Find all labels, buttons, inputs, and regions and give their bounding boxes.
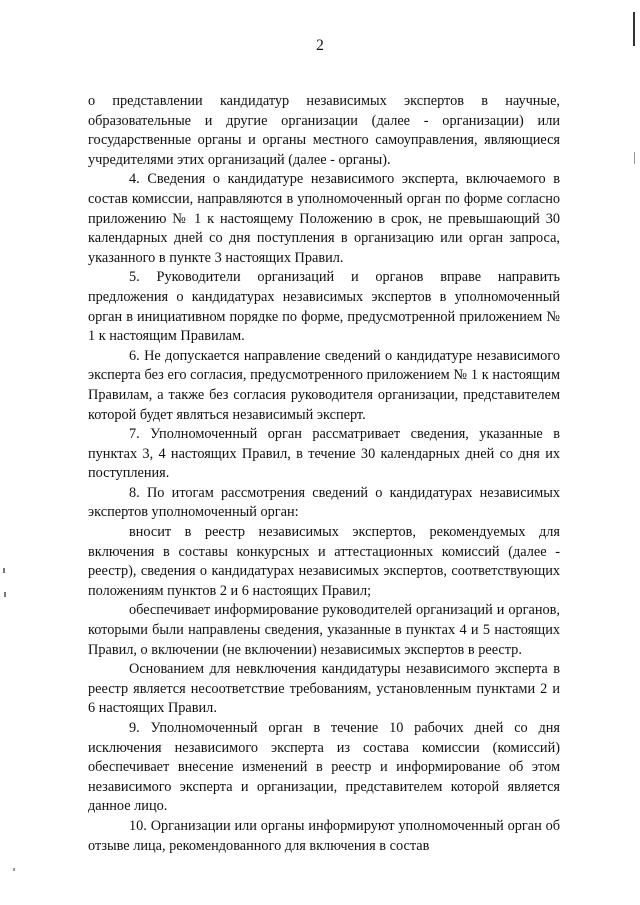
scan-artifact-bottom-left [13, 868, 15, 871]
paragraph-continuation: о представлении кандидатур независимых экспертов в научные, образовательные и другие организации (далее - организации) или государственные органы и органы местного самоуправления, являющиеся учредителями этих организаций (далее - органы). [88, 93, 560, 168]
paragraph-item-10: 10. Организации или органы информируют уполномоченный орган об отзыве лица, рекомендованного для включения в состав [88, 817, 560, 854]
paragraph-item-5: 5. Руководители организаций и органов вправе направить предложения о кандидатурах независимых экспертов в уполномоченный орган в инициативном порядке по форме, предусмотренной приложением № 1 к настоящим Правилам. [88, 269, 560, 345]
paragraph-item-8-sub-2: обеспечивает информирование руководителей организаций и органов, которыми были направлены сведения, указанные в пунктах 4 и 5 настоящих Правил, о включении (не включении) независимых экспертов в реестр. [88, 602, 560, 658]
scan-artifact-left-1 [3, 568, 5, 573]
scan-artifact-left-2 [4, 592, 6, 597]
paragraph-item-8-sub-1: вносит в реестр независимых экспертов, рекомендуемых для включения в составы конкурсных и аттестационных комиссий (далее - реестр), сведения о кандидатурах независимых экспертов, соответствующих положениям пунктов 2 и 6 настоящих Правил; [88, 524, 560, 599]
scan-artifact-right [634, 152, 635, 164]
paragraph-item-7: 7. Уполномоченный орган рассматривает сведения, указанные в пунктах 3, 4 настоящих Правил, в течение 30 календарных дней со дня их поступления. [88, 426, 560, 482]
paragraph-item-6: 6. Не допускается направление сведений о кандидатуре независимого эксперта без его согласия, предусмотренного приложением № 1 к настоящим Правилам, а также без согласия руководителя организации, представителем которой будет являться независимый эксперт. [88, 347, 560, 423]
page-number: 2 [316, 37, 324, 54]
document-body [88, 92, 560, 856]
paragraph-item-4: 4. Сведения о кандидатуре независимого эксперта, включаемого в состав комиссии, направляются в уполномоченный орган по форме согласно приложению № 1 к настоящему Положению в срок, не превышающий 30 календарных дней со дня поступления в организацию или орган запроса, указанного в пункте 3 настоящих Правил. [88, 171, 560, 266]
paragraph-exclusion-basis: Основанием для невключения кандидатуры независимого эксперта в реестр является несоответствие требованиям, установленным пунктами 2 и 6 настоящих Правил. [88, 661, 560, 717]
paragraph-item-9: 9. Уполномоченный орган в течение 10 рабочих дней со дня исключения независимого эксперта из состава комиссии (комиссий) обеспечивает внесение изменений в реестр и информирование об этом независимого эксперта и организации, представителем которой является данное лицо. [88, 720, 560, 815]
paragraph-item-8: 8. По итогам рассмотрения сведений о кандидатурах независимых экспертов уполномоченный орган: [88, 484, 560, 521]
